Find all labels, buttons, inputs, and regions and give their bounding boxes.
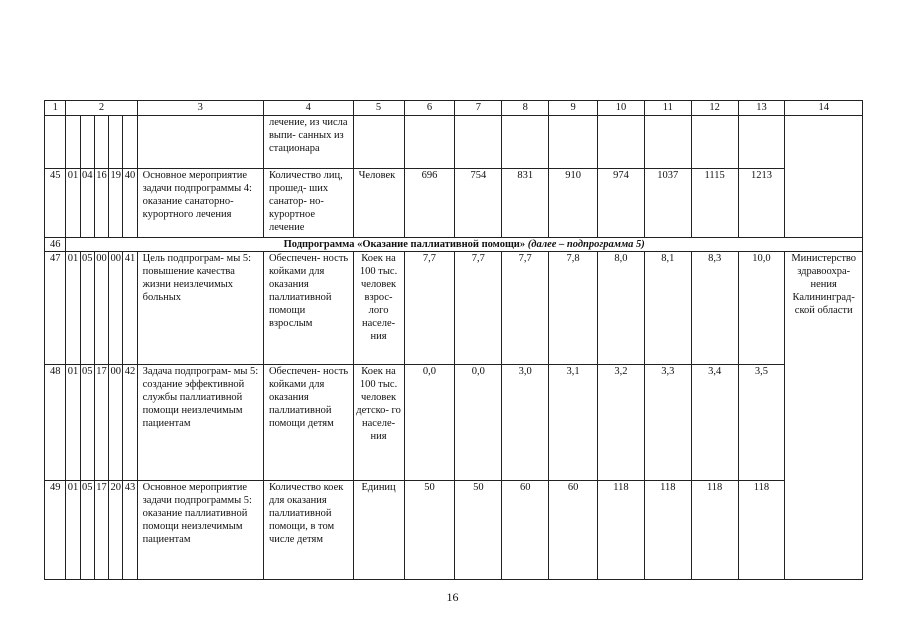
code-cell: 01 [66, 365, 80, 481]
code-cell: 42 [123, 365, 137, 481]
col-header-9: 9 [549, 101, 598, 116]
indicator-table [44, 100, 863, 580]
code-cell: 17 [94, 481, 108, 580]
unit-cell: Единиц [353, 481, 404, 580]
code-cell: 05 [80, 365, 94, 481]
row-number: 46 [45, 238, 66, 252]
unit-cell: Коек на 100 тыс. человек детско- го населе- ния [353, 365, 404, 481]
code-cell: 20 [109, 481, 123, 580]
value-cell: 7,7 [455, 252, 502, 365]
value-cell: 118 [598, 481, 645, 580]
table-row [45, 481, 863, 580]
col-header-14: 14 [785, 101, 863, 116]
code-cell: 40 [123, 169, 137, 238]
col-header-4: 4 [263, 101, 353, 116]
value-cell: 8,1 [644, 252, 691, 365]
value-cell: 3,0 [502, 365, 549, 481]
value-cell: 7,7 [404, 252, 455, 365]
value-cell: 7,8 [549, 252, 598, 365]
value-cell: 118 [691, 481, 738, 580]
responsible-cell: Министерство здравоохра- нения Калининград- ской области [785, 252, 863, 580]
row-number: 45 [45, 169, 66, 238]
indicator-cell: Обеспечен- ность койками для оказания паллиативной помощи взрослым [263, 252, 353, 365]
value-cell: 7,7 [502, 252, 549, 365]
value-cell: 8,3 [691, 252, 738, 365]
table-row [45, 252, 863, 365]
value-cell: 1115 [691, 169, 738, 238]
value-cell: 3,3 [644, 365, 691, 481]
value-cell: 3,5 [738, 365, 785, 481]
row-number: 47 [45, 252, 66, 365]
table-row [45, 169, 863, 238]
code-cell: 17 [94, 365, 108, 481]
value-cell: 0,0 [455, 365, 502, 481]
indicator-cell: Количество коек для оказания паллиативной помощи, в том числе детям [263, 481, 353, 580]
value-cell: 910 [549, 169, 598, 238]
value-cell: 3,1 [549, 365, 598, 481]
code-cell: 01 [66, 169, 80, 238]
code-cell: 01 [66, 481, 80, 580]
page-number: 16 [446, 590, 459, 604]
indicator-cell: Количество лиц, прошед- ших санатор- но-курортное лечение [263, 169, 353, 238]
name-cell: Цель подпрограм- мы 5: повышение качества жизни неизлечимых больных [137, 252, 263, 365]
col-header-10: 10 [598, 101, 645, 116]
code-cell: 00 [109, 365, 123, 481]
value-cell: 8,0 [598, 252, 645, 365]
value-cell: 1037 [644, 169, 691, 238]
name-cell: Основное мероприятие задачи подпрограммы 5: оказание паллиативной помощи неизлечимым пациентам [137, 481, 263, 580]
subprogram-title: Подпрограмма «Оказание паллиативной помощи» (далее – подпрограмма 5) [66, 238, 863, 252]
code-cell: 00 [109, 252, 123, 365]
code-cell: 05 [80, 481, 94, 580]
col-header-11: 11 [644, 101, 691, 116]
col-header-3: 3 [137, 101, 263, 116]
col-header-2: 2 [66, 101, 137, 116]
col-header-13: 13 [738, 101, 785, 116]
code-cell: 04 [80, 169, 94, 238]
code-cell: 00 [94, 252, 108, 365]
col-header-6: 6 [404, 101, 455, 116]
row-number: 49 [45, 481, 66, 580]
value-cell: 50 [404, 481, 455, 580]
name-cell: Задача подпрограм- мы 5: создание эффективной службы паллиативной помощи неизлечимым пациентам [137, 365, 263, 481]
value-cell: 0,0 [404, 365, 455, 481]
value-cell: 60 [502, 481, 549, 580]
value-cell: 1213 [738, 169, 785, 238]
value-cell: 696 [404, 169, 455, 238]
subprogram-row [45, 238, 863, 252]
value-cell: 754 [455, 169, 502, 238]
code-cell: 01 [66, 252, 80, 365]
table-row [45, 365, 863, 481]
col-header-5: 5 [353, 101, 404, 116]
row-number: 48 [45, 365, 66, 481]
code-cell: 16 [94, 169, 108, 238]
value-cell: 50 [455, 481, 502, 580]
code-cell: 05 [80, 252, 94, 365]
table-row [45, 116, 863, 169]
column-number-row [45, 101, 863, 116]
value-cell: 974 [598, 169, 645, 238]
col-header-7: 7 [455, 101, 502, 116]
value-cell: 3,2 [598, 365, 645, 481]
col-header-12: 12 [691, 101, 738, 116]
indicator-cell: Обеспечен- ность койками для оказания паллиативной помощи детям [263, 365, 353, 481]
value-cell: 118 [738, 481, 785, 580]
col-header-1: 1 [45, 101, 66, 116]
value-cell: 60 [549, 481, 598, 580]
value-cell: 10,0 [738, 252, 785, 365]
name-cell: Основное мероприятие задачи подпрограммы 4: оказание санаторно- курортного лечения [137, 169, 263, 238]
col-header-8: 8 [502, 101, 549, 116]
code-cell: 43 [123, 481, 137, 580]
value-cell: 118 [644, 481, 691, 580]
indicator-cell: лечение, из числа выпи- санных из стационара [263, 116, 353, 169]
unit-cell: Человек [353, 169, 404, 238]
value-cell: 3,4 [691, 365, 738, 481]
code-cell: 41 [123, 252, 137, 365]
code-cell: 19 [109, 169, 123, 238]
value-cell: 831 [502, 169, 549, 238]
unit-cell: Коек на 100 тыс. человек взрос- лого населе- ния [353, 252, 404, 365]
